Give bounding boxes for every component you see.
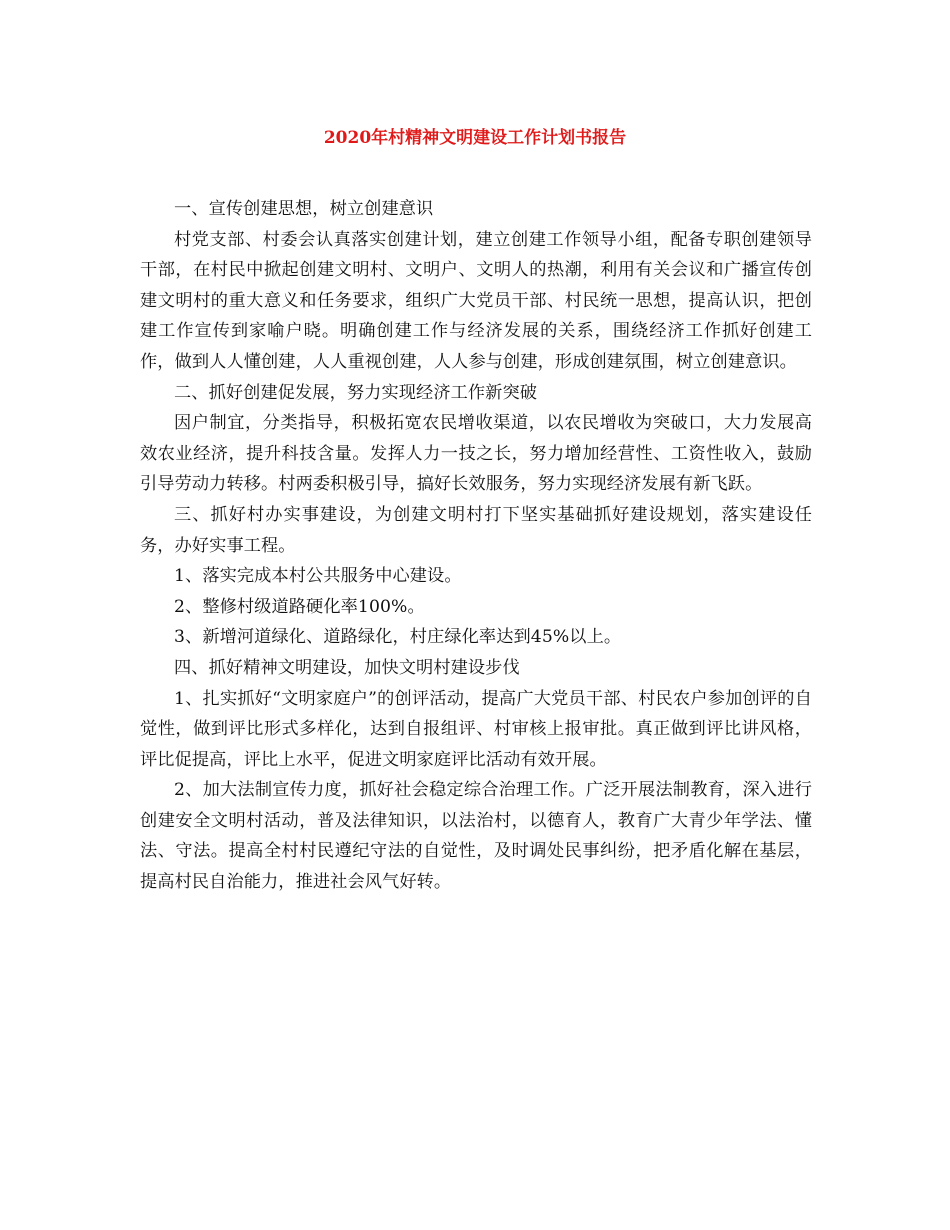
section-heading-1: 一、宣传创建思想，树立创建意识: [174, 199, 434, 219]
section-heading-2: 二、抓好创建促发展，努力实现经济工作新突破: [174, 382, 538, 403]
list-item-4-2: 2、加大法制宣传力度，抓好社会稳定综合治理工作。广泛开展法制教育，深入进行创建安全文明村活动，普及法律知识，以法治村，以德育人，教育广大青少年学法、懂法、守法。提高全村村民遵纪守法的自觉性，及时调处民事纠纷，把矛盾化解在基层，提高村民自治能力，推进社会风气好转。: [140, 780, 812, 893]
paragraph-2: 因户制宜，分类指导，积极拓宽农民增收渠道，以农民增收为突破口，大力发展高效农业经济，提升科技含量。发挥人力一技之长，努力增加经营性、工资性收入，鼓励引导劳动力转移。村两委积极引导，搞好长效服务，努力实现经济发展有新飞跃。: [140, 413, 812, 495]
list-item-3-2: 2、整修村级道路硬化率100%。: [174, 596, 425, 617]
paragraph-1: 村党支部、村委会认真落实创建计划，建立创建工作领导小组，配备专职创建领导干部，在村民中掀起创建文明村、文明户、文明人的热潮，利用有关会议和广播宣传创建文明村的重大意义和任务要求，组织广大党员干部、村民统一思想，提高认识，把创建工作宣传到家喻户晓。明确创建工作与经济发展的关系，围绕经济工作抓好创建工作，做到人人懂创建，人人重视创建，人人参与创建，形成创建氛围，树立创建意识。: [140, 229, 812, 372]
document-body: [140, 194, 812, 898]
list-item-3-3: 3、新增河道绿化、道路绿化，村庄绿化率达到45%以上。: [174, 627, 622, 648]
section-heading-4: 四、抓好精神文明建设，加快文明村建设步伐: [174, 657, 520, 678]
list-item-4-1: 1、扎实抓好“文明家庭户”的创评活动，提高广大党员干部、村民农户参加创评的自觉性，做到评比形式多样化，达到自报组评、村审核上报审批。真正做到评比讲风格，评比促提高，评比上水平，促进文明家庭评比活动有效开展。: [140, 688, 812, 770]
document-title: 2020年村精神文明建设工作计划书报告: [323, 128, 627, 148]
section-heading-3: 三、抓好村办实事建设，为创建文明村打下坚实基础抓好建设规划，落实建设任务，办好实事工程。: [140, 504, 812, 556]
list-item-3-1: 1、落实完成本村公共服务中心建设。: [174, 566, 462, 587]
